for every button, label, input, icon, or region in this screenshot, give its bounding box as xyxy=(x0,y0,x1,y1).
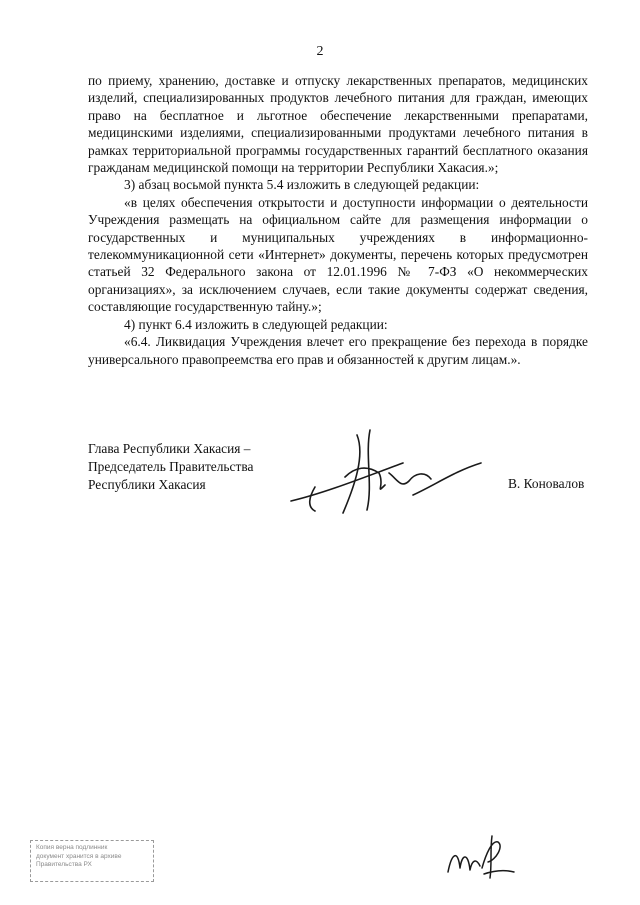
paragraph-3: «в целях обеспечения открытости и доступности информации о деятельности Учреждения размещать на официальном сайте для размещения информации о государственных и муниципальных учреждениях в информационно-телекоммуникационной сети «Интернет» документы, перечень которых предусмотрен статьей 32 Федерального закона от 12.01.1996 № 7-ФЗ «О некоммерческих организациях», за исключением случаев, если такие документы содержат сведения, составляющие государственную тайну.»; xyxy=(88,194,588,315)
signatory-title-line: Председатель Правительства xyxy=(88,459,254,474)
signatory-title-line: Глава Республики Хакасия – xyxy=(88,441,251,456)
paragraph-5: «6.4. Ликвидация Учреждения влечет его прекращение без перехода в порядке универсального правопреемства его прав и обязанностей к другим лицам.». xyxy=(88,334,588,367)
document-body xyxy=(88,72,588,368)
stamp-line: документ хранится в архиве xyxy=(36,852,122,860)
archive-stamp xyxy=(30,840,154,882)
page-number: 2 xyxy=(316,44,324,59)
handwritten-signature xyxy=(285,415,495,525)
signatory-title-line: Республики Хакасия xyxy=(88,477,206,492)
stamp-line: Правительства РХ xyxy=(36,861,92,868)
stamp-line: Копия верна подлинник xyxy=(36,844,108,851)
paragraph-2: 3) абзац восьмой пункта 5.4 изложить в следующей редакции: xyxy=(124,177,480,193)
signer-name: В. Коновалов xyxy=(508,476,585,491)
paragraph-4: 4) пункт 6.4 изложить в следующей редакции: xyxy=(124,316,388,332)
initials-signature xyxy=(440,830,520,885)
paragraph-1: по приему, хранению, доставке и отпуску лекарственных препаратов, медицинских изделий, специализированных продуктов лечебного питания для граждан, имеющих право на бесплатное и льготное обеспечение лекарственными препаратами, медицинскими изделиями, специализированными продуктами лечебного питания в рамках территориальной программы государственных гарантий бесплатного оказания гражданам медицинской помощи на территории Республики Хакасия.»; xyxy=(88,73,588,176)
signatory-title xyxy=(88,440,253,494)
